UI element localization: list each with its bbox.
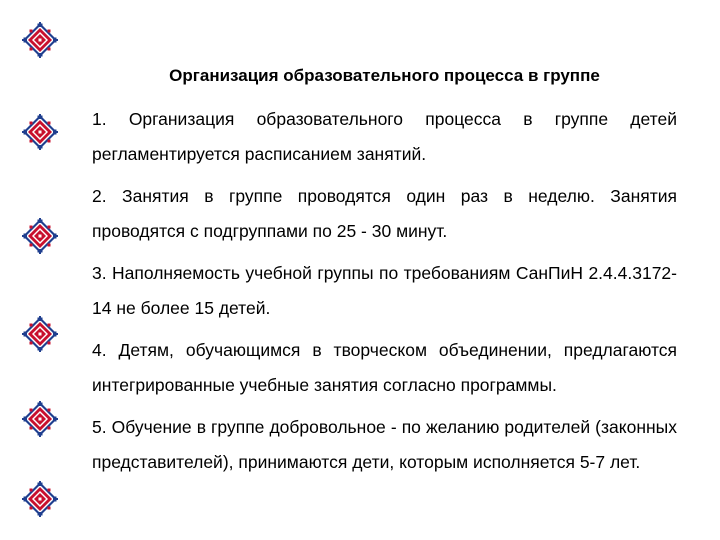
folk-ornament-icon (22, 218, 58, 254)
page-title: Организация образовательного процесса в группе (169, 66, 600, 85)
paragraph-list (92, 102, 677, 487)
folk-ornament-icon (22, 401, 58, 437)
paragraph-item: 1. Организация образовательного процесса в группе детей регламентируется расписанием занятий. (92, 109, 677, 164)
paragraph-item: 3. Наполняемость учебной группы по требованиям СанПиН 2.4.4.3172-14 не более 15 детей. (92, 263, 677, 318)
folk-ornament-icon (22, 114, 58, 150)
ornament-column (22, 22, 58, 522)
paragraph-item: 2. Занятия в группе проводятся один раз в неделю. Занятия проводятся с подгруппами по 25 - 30 минут. (92, 186, 677, 241)
folk-ornament-icon (22, 481, 58, 517)
folk-ornament-icon (22, 316, 58, 352)
paragraph-item: 5. Обучение в группе добровольное - по желанию родителей (законных представителей), принимаются дети, которым исполняется 5-7 лет. (92, 417, 677, 472)
folk-ornament-icon (22, 22, 58, 58)
paragraph-item: 4. Детям, обучающимся в творческом объединении, предлагаются интегрированные учебные занятия согласно программы. (92, 340, 677, 395)
